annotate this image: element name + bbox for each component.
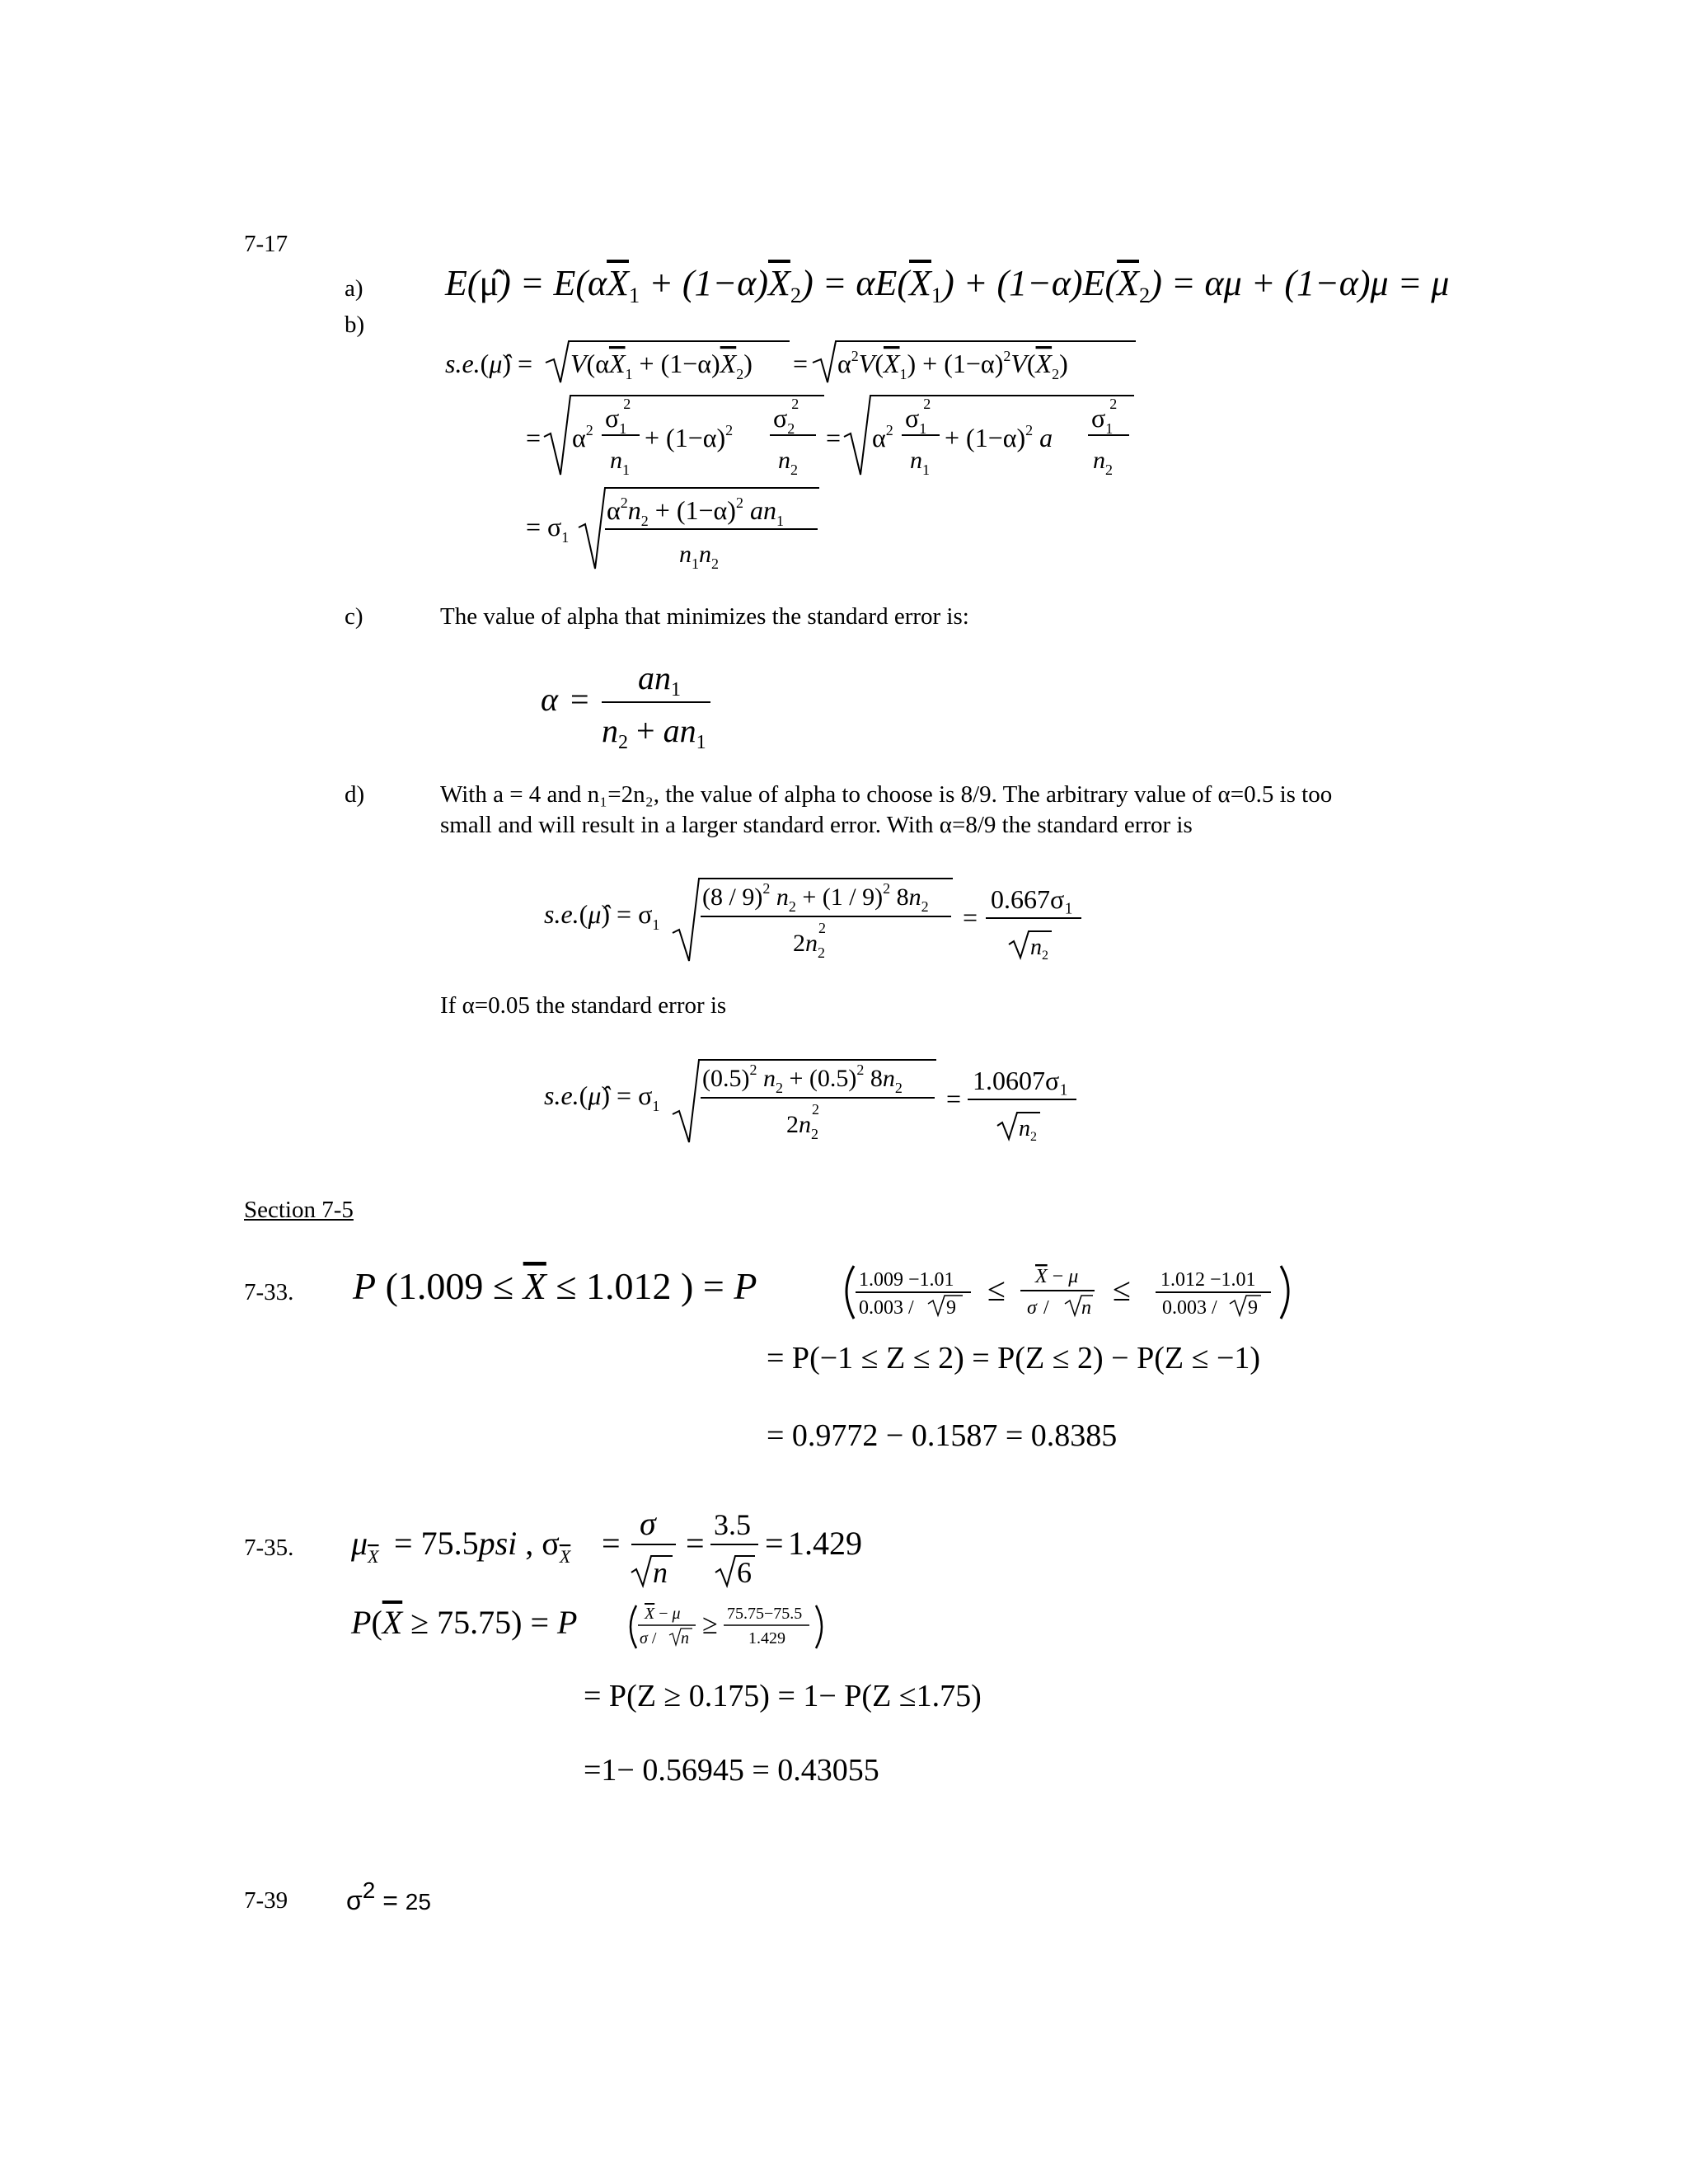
equation-7-33-line3: = 0.9772 − 0.1587 = 0.8385 [767, 1418, 1118, 1453]
svg-text:1.009 −1.01: 1.009 −1.01 [859, 1269, 954, 1291]
svg-text:/: / [1043, 1297, 1049, 1319]
problem-number-7-17: 7-17 [244, 231, 288, 257]
part-a-label: a) [345, 275, 363, 302]
svg-text:=: = [963, 902, 978, 932]
svg-text:=: = [686, 1525, 705, 1562]
svg-text:n2: $n_2$ [1019, 1116, 1037, 1144]
svg-text:σ12: $\sigma_12$ [1091, 396, 1118, 437]
svg-text:n2: $n_2$ [1030, 935, 1048, 963]
problem-number-7-33: 7-33. [244, 1279, 294, 1305]
variance-value: 25 [405, 1889, 431, 1915]
svg-text:0.003 /: 0.003 / [859, 1297, 914, 1319]
part-d-label: d) [345, 781, 365, 808]
svg-text:s.e.(μ̂) =: s.e.(μ̂) = [445, 349, 533, 378]
svg-text:P (1.009 ≤ X ≤ 1.012 ) =: P (1.009 ≤ X ≤ 1.012 ) = P [353, 1265, 757, 1307]
svg-text:≤: ≤ [987, 1271, 1006, 1308]
svg-text:=: = [526, 423, 542, 452]
svg-text:n2: $n_2$ [778, 447, 798, 478]
svg-text:α2: $\alpha^2$ [872, 422, 893, 452]
svg-text:+ (1−α)2: + $(1-\alpha)^2$ [645, 422, 734, 452]
svg-text:n1: $n_1$ [910, 447, 930, 478]
svg-text:n: n [653, 1556, 668, 1589]
svg-text:=: = [765, 1525, 784, 1562]
equation-7-17c-alpha [528, 656, 742, 755]
svg-text:=: = [946, 1084, 962, 1113]
svg-text:α2V(X1) + (1−α)2V(X2): $\alpha^2V(X_1) + (1-\alpha)^2V(X_2)$ [837, 348, 1068, 382]
svg-text:+ (1−α)2 a: + $(1-\alpha)^2$ a [945, 422, 1053, 452]
svg-text:σ: σ [640, 1505, 656, 1542]
mean-value: 75.5 [420, 1525, 479, 1562]
svg-text:n: n [1081, 1297, 1091, 1319]
part-c-label: c) [345, 603, 363, 630]
sigma-value: 3.5 [714, 1508, 751, 1541]
svg-text:2n22: $2n_22$ [786, 1101, 819, 1142]
part-b-label: b) [345, 312, 365, 338]
equation-7-17d-se-alpha-005 [536, 1045, 1113, 1152]
svg-text:n1n2: $n_1n_2$ [679, 541, 719, 572]
standard-error-value: 1.429 [788, 1525, 862, 1562]
equation-7-35-line3: = P(Z ≥ 0.175) = 1− P(Z ≤1.75) [584, 1679, 982, 1713]
svg-text:α: α [541, 681, 558, 718]
equation-7-17b [437, 330, 1179, 585]
problem-number-7-39: 7-39 [244, 1887, 288, 1914]
svg-text:an1: $an_1$ [638, 659, 681, 701]
svg-text:s.e.(μ̂) = σ1: s.e.(μ̂) = $\sigma_1$ [544, 899, 660, 933]
svg-text:n2: $n_2$ [1093, 447, 1113, 478]
problem-number-7-35: 7-35. [244, 1535, 294, 1561]
svg-text:X − μ: X − μ [1035, 1266, 1079, 1287]
svg-text:σ12: $\sigma_12$ [605, 396, 631, 437]
equation-7-35-line4: =1− 0.56945 = 0.43055 [584, 1753, 879, 1788]
svg-text:σ12: $\sigma_12$ [905, 396, 931, 437]
equation-7-33-line1 [346, 1249, 1335, 1340]
svg-text:=: = [793, 349, 809, 378]
svg-text:= 75.5psi , σX: = 75.5psi , $\sigma_X$ [394, 1525, 571, 1567]
part-d-line1: With a = 4 and n₁=2n₂, the value of alpha to choose is 8/9. The arbitrary value of α=0.5 is too [440, 781, 1333, 808]
svg-text:(8 / 9)2 n2 + (1 / 9)2 8n2: (8 / 9)$^2$ $n_2 + (1 / 9)^2$ $8n_2$ [702, 880, 929, 915]
equation-7-17a: E(μ̂) = $E(\alpha\overline{X}_1 + (1-\alpha)\overline{X}_2) = \alpha E(\overline{X}_1) + (1-\alpha)E(\overline{X}_2) = \alpha\mu + (1-\alpha)\mu = \mu$ [445, 263, 1450, 308]
svg-text:1.429: 1.429 [748, 1629, 785, 1647]
svg-text:σ22: $\sigma_22$ [773, 396, 799, 437]
equation-7-35-line1 [346, 1500, 923, 1599]
svg-text:= σ1: = $\sigma_1$ [526, 512, 570, 546]
result-se-alpha-005: 1.0607σ₁ [973, 1066, 1069, 1095]
result-se-eight-ninths: 0.667σ₁ [991, 884, 1074, 914]
svg-text:9: 9 [1248, 1297, 1258, 1319]
svg-text:n1: $n_1$ [610, 447, 630, 478]
svg-text:≤: ≤ [1113, 1271, 1131, 1308]
svg-text:=: = [602, 1525, 621, 1562]
svg-text:0.003 /: 0.003 / [1162, 1297, 1217, 1319]
svg-text:V(αX1 + (1−α)X2): $V(\alpha X_1 + (1-\alpha)X_2)$ [570, 349, 753, 382]
threshold-value: 75.75 [437, 1604, 512, 1641]
equation-7-39-variance: σ2 = 25 [346, 1877, 431, 1915]
part-d-line2: small and will result in a larger standard error. With α=8/9 the standard error is [440, 812, 1193, 838]
equation-7-35-line2 [346, 1591, 923, 1665]
svg-text:s.e.(μ̂) = σ1: s.e.(μ̂) = $\sigma_1$ [544, 1080, 660, 1114]
svg-text:X − μ: X − μ [645, 1605, 681, 1623]
svg-text:n: n [681, 1629, 689, 1647]
svg-text:n2 + an1: $n_2 + an_1$ [602, 712, 706, 753]
svg-text:P(X ≥ 75.75) = P: P(X ≥ 75.75) = P [351, 1604, 578, 1641]
svg-text:≥: ≥ [702, 1610, 718, 1640]
svg-text:σ /: σ / [640, 1629, 657, 1647]
svg-text:75.75−75.5: 75.75−75.5 [727, 1605, 803, 1623]
svg-text:α2: $\alpha^2$ [572, 422, 593, 452]
svg-text:9: 9 [946, 1297, 956, 1319]
svg-text:(0.5)2 n2 + (0.5)2 8n2: $(0.5)^2$ $n_2 + (0.5)^2$ $8n_2$ [702, 1062, 903, 1096]
if-alpha-text: If α=0.05 the standard error is [440, 992, 727, 1019]
sample-size-value: 6 [737, 1556, 752, 1589]
svg-text:=: = [570, 681, 589, 718]
svg-text:σ: σ [1027, 1297, 1037, 1319]
svg-text:μX: $\mu_X$ [351, 1525, 379, 1567]
equation-7-33-line2: = P(−1 ≤ Z ≤ 2) = P(Z ≤ 2) − P(Z ≤ −1) [767, 1341, 1261, 1376]
svg-text:=: = [826, 423, 842, 452]
section-heading: Section 7-5 [244, 1197, 354, 1223]
part-c-text: The value of alpha that minimizes the standard error is: [440, 603, 969, 630]
svg-text:1.012 −1.01: 1.012 −1.01 [1160, 1269, 1256, 1291]
svg-text:α2n2 + (1−α)2 an1: $\alpha^2n_2 + (1-\alpha)^2$ $an_1$ [607, 494, 784, 529]
svg-text:2n22: $2n_22$ [793, 920, 826, 961]
equation-7-17d-se-eight-ninths [536, 865, 1113, 972]
